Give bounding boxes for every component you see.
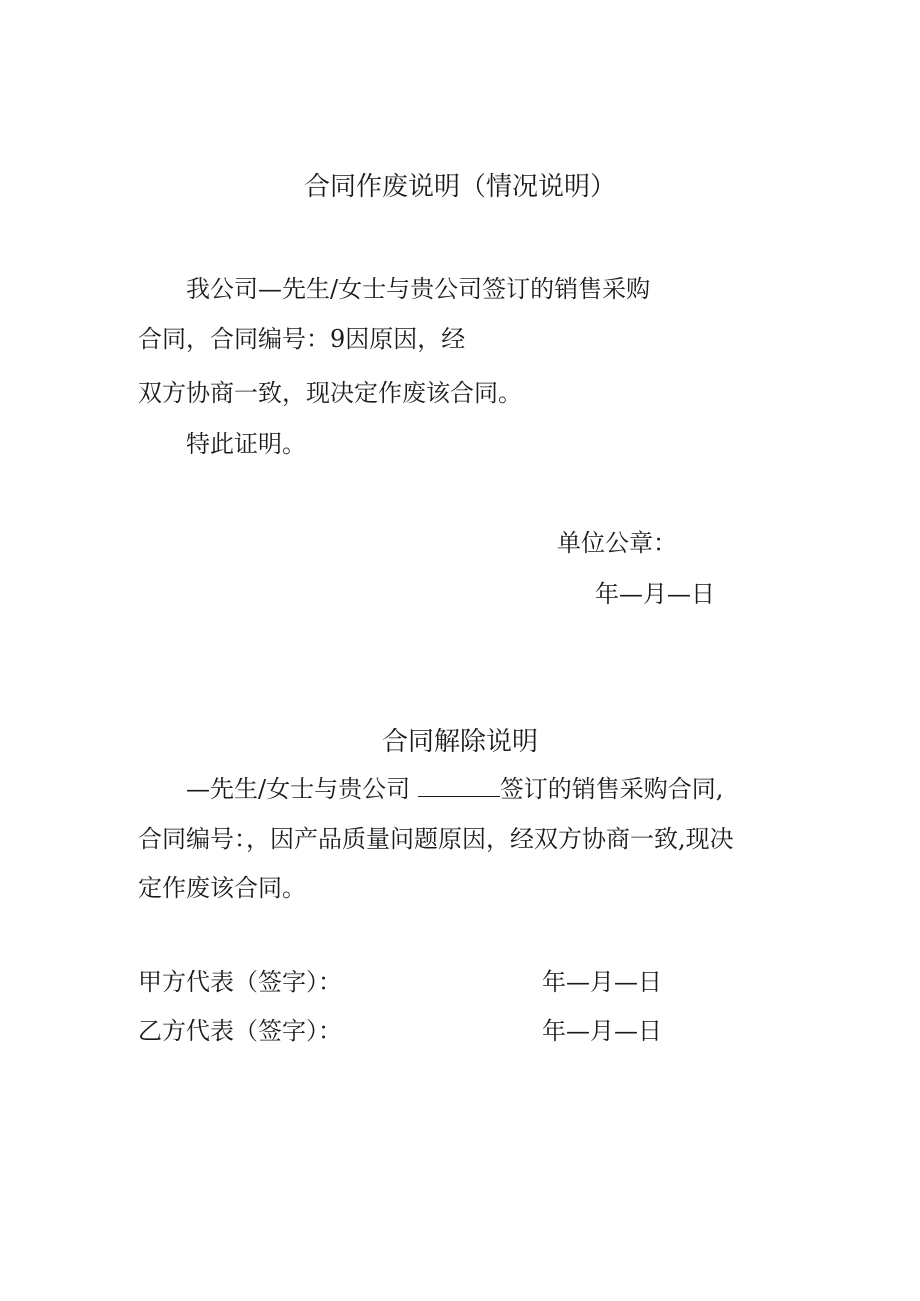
doc1-date: 年—月—日 bbox=[595, 580, 715, 608]
doc1-paragraph-line3: 双方协商一致，现决定作废该合同。 bbox=[138, 379, 522, 407]
doc2-title: 合同解除说明 bbox=[381, 727, 538, 757]
doc2-paragraph-line1-part-a: —先生/女士与贵公司 bbox=[186, 775, 411, 803]
doc2-paragraph-line1-part-b: 签订的销售采购合同, bbox=[499, 775, 724, 803]
doc1-paragraph-line2: 合同，合同编号：9因原因，经 bbox=[138, 325, 466, 353]
doc1-paragraph-line1: 我公司—先生/女士与贵公司签订的销售采购 bbox=[186, 275, 651, 303]
party-a-signature-label: 甲方代表（签字）： bbox=[138, 968, 342, 996]
doc1-title: 合同作废说明（情况说明） bbox=[303, 172, 616, 202]
party-b-signature-label: 乙方代表（签字）： bbox=[138, 1017, 342, 1045]
doc1-seal-label: 单位公章： bbox=[557, 529, 677, 557]
party-a-date: 年—月—日 bbox=[542, 968, 662, 996]
party-b-date: 年—月—日 bbox=[542, 1017, 662, 1045]
doc2-blank-field bbox=[418, 776, 500, 797]
doc2-paragraph-line1 bbox=[186, 773, 723, 805]
doc2-paragraph-line3: 定作废该合同。 bbox=[138, 874, 306, 902]
doc2-paragraph-line2: 合同编号：，因产品质量问题原因，经双方协商一致,现决 bbox=[138, 825, 734, 853]
doc1-certify-text: 特此证明。 bbox=[186, 430, 306, 458]
